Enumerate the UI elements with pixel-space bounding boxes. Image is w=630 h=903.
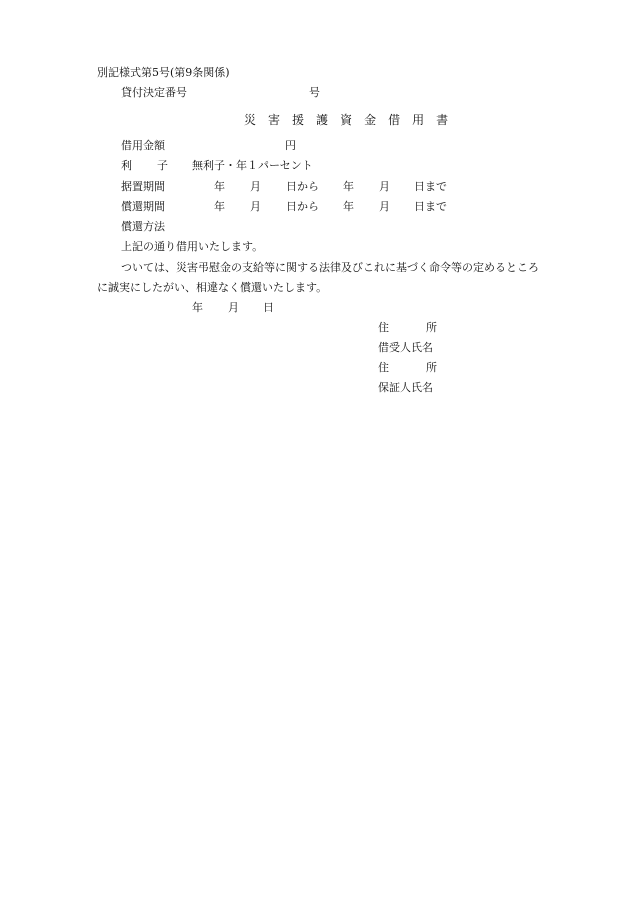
guarantor-name-label: 保証人氏名 [378, 381, 433, 394]
repayment-period-label: 償還期間 [121, 200, 165, 213]
title-char: 援 [292, 113, 305, 127]
title-char: 借 [388, 113, 401, 127]
date-month: 月 [228, 301, 239, 314]
document-title [244, 113, 460, 127]
deferment-to-month: 月 [379, 180, 390, 193]
title-char: 害 [268, 113, 281, 127]
deferment-from-month: 月 [250, 180, 261, 193]
borrower-address-label: 住 [378, 321, 389, 334]
repayment-from-month: 月 [250, 200, 261, 213]
repayment-from-day: 日から [286, 200, 319, 213]
date-year: 年 [192, 301, 203, 314]
deferment-from-day: 日から [286, 180, 319, 193]
loan-decision-number-suffix: 号 [309, 86, 320, 99]
repayment-to-year: 年 [343, 200, 354, 213]
date-day: 日 [263, 301, 274, 314]
title-char: 用 [412, 113, 425, 127]
guarantor-address-label-2: 所 [426, 361, 437, 374]
title-char: 書 [436, 113, 449, 127]
body-line-2: ついては、災害弔慰金の支給等に関する法律及びこれに基づく命令等の定めるところ [121, 261, 539, 274]
repayment-to-day: 日まで [414, 200, 447, 213]
title-char: 資 [340, 113, 353, 127]
body-line-1: 上記の通り借用いたします。 [121, 240, 264, 253]
borrower-name-label: 借受人氏名 [378, 341, 433, 354]
interest-value: 無利子・年１パーセント [192, 159, 313, 172]
form-heading: 別記様式第5号(第9条関係) [97, 66, 230, 79]
deferment-to-day: 日まで [414, 180, 447, 193]
guarantor-address-label: 住 [378, 361, 389, 374]
deferment-period-label: 据置期間 [121, 180, 165, 193]
loan-decision-number-label: 貸付決定番号 [121, 86, 187, 99]
deferment-from-year: 年 [214, 180, 225, 193]
deferment-to-year: 年 [343, 180, 354, 193]
repayment-method-label: 償還方法 [121, 220, 165, 233]
title-char: 護 [316, 113, 329, 127]
repayment-to-month: 月 [379, 200, 390, 213]
body-line-3: に誠実にしたがい、相違なく償還いたします。 [97, 281, 328, 294]
interest-label-2: 子 [157, 159, 168, 172]
loan-amount-unit: 円 [285, 139, 296, 152]
repayment-from-year: 年 [214, 200, 225, 213]
interest-label: 利 [121, 159, 132, 172]
borrower-address-label-2: 所 [426, 321, 437, 334]
loan-amount-label: 借用金額 [121, 139, 165, 152]
title-char: 金 [364, 113, 377, 127]
title-char: 災 [244, 113, 257, 127]
